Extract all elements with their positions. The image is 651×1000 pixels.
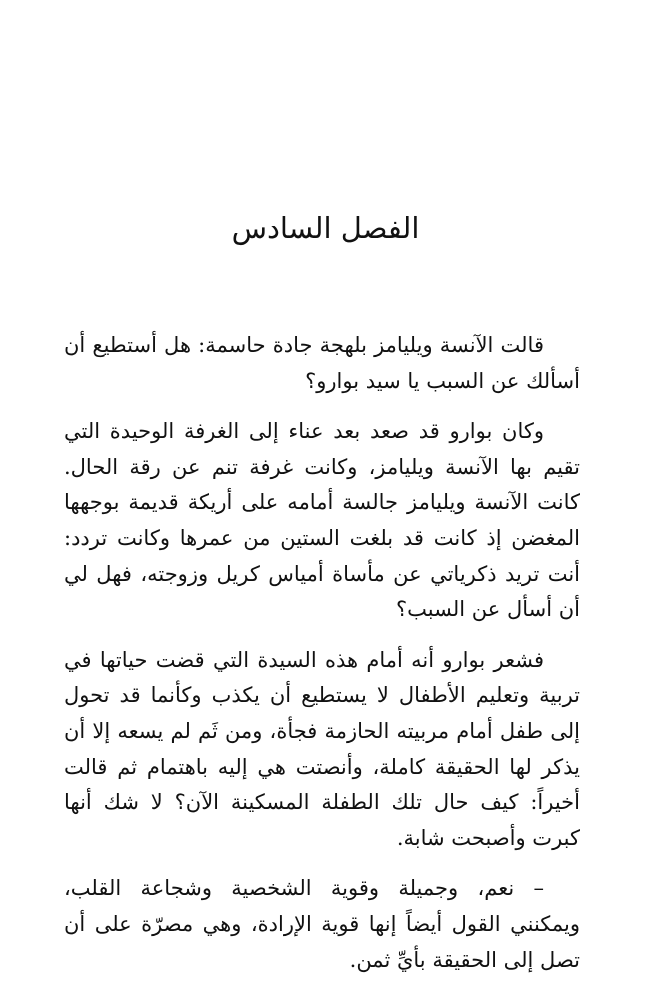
chapter-body bbox=[64, 328, 580, 978]
paragraph-2: وكان بوارو قد صعد بعد عناء إلى الغرفة الوحيدة التي تقيم بها الآنسة ويليامز، وكانت غرفة تنم عن رقة الحال. كانت الآنسة ويليامز جالسة أمامه على أريكة قديمة بوجهها المغضن إذ كانت قد بلغت الستين من عمرها وكانت تردد: أنت تريد ذكرياتي عن مأساة أمياس كريل وزوجته، فهل لي أن أسأل عن السبب؟ bbox=[64, 419, 580, 622]
paragraph-3: فشعر بوارو أنه أمام هذه السيدة التي قضت حياتها في تربية وتعليم الأطفال لا يستطيع أن يكذب وكأنما قد تحول إلى طفل أمام مربيته الحازمة فجأة، ومن ثَم لم يسعه إلا أن يذكر لها الحقيقة كاملة، وأنصتت هي إليه باهتمام ثم قالت أخيراً: كيف حال تلك الطفلة المسكينة الآن؟ لا شك أنها كبرت وأصبحت شابة. bbox=[64, 647, 580, 850]
chapter-title: الفصل السادس bbox=[231, 211, 420, 245]
paragraph-1: قالت الآنسة ويليامز بلهجة جادة حاسمة: هل أستطيع أن أسألك عن السبب يا سيد بوارو؟ bbox=[64, 333, 580, 393]
paragraph-4: – نعم، وجميلة وقوية الشخصية وشجاعة القلب، ويمكنني القول أيضاً إنها قوية الإرادة، وهي مصرّة على أن تصل إلى الحقيقة بأيِّ ثمن. bbox=[64, 876, 580, 972]
